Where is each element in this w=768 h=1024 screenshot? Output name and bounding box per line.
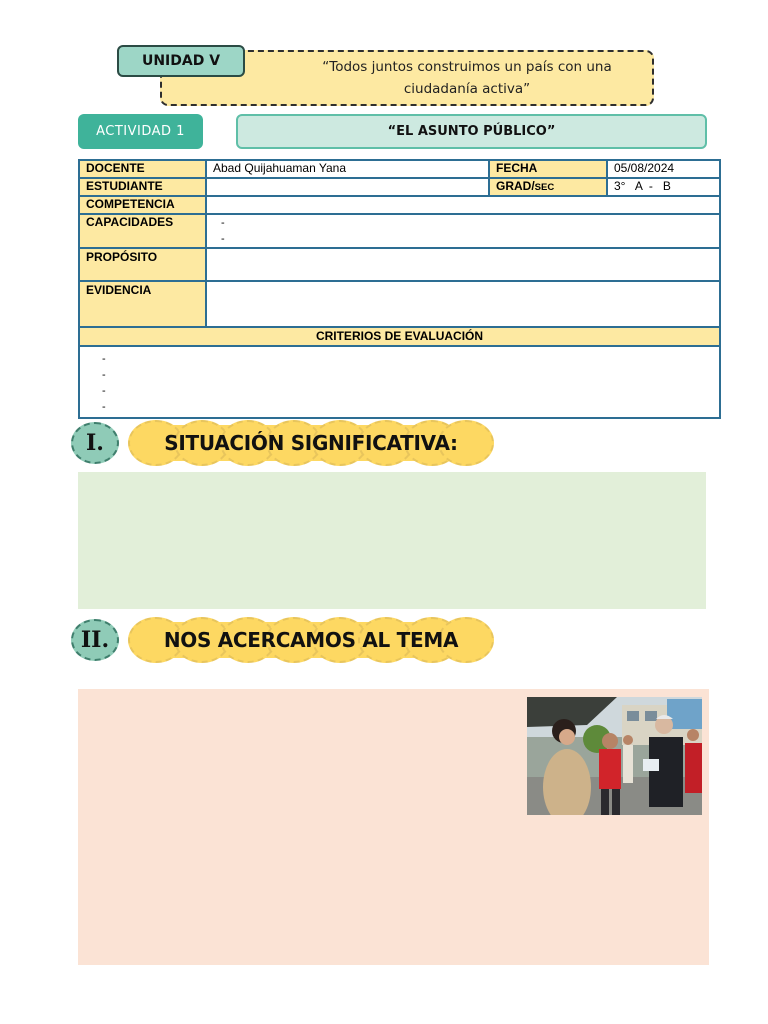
criterio-item: - [102,353,106,365]
fecha-label: FECHA [489,160,607,178]
section-title: SITUACIÓN SIGNIFICATIVA: [164,431,458,455]
activity-label: ACTIVIDAD 1 [96,124,185,139]
competencia-label: COMPETENCIA [79,196,206,214]
table-row [79,327,720,346]
estudiante-label: ESTUDIANTE [79,178,206,196]
docente-value[interactable]: Abad Quijahuaman Yana [206,160,489,178]
grado-label [489,178,607,196]
activity-info-table [78,159,721,419]
evidencia-label: EVIDENCIA [79,281,206,327]
docente-label: DOCENTE [79,160,206,178]
unit-quote-line-2: ciudadanía activa” [403,81,531,97]
section-number: II. [80,627,110,653]
grado-value[interactable]: 3° A - B [607,178,720,196]
activity-title: “EL ASUNTO PÚBLICO” [387,124,556,139]
section-title: NOS ACERCAMOS AL TEMA [163,628,459,652]
grado-label-small: SEC [534,182,555,193]
news-photo-image [527,697,702,815]
table-row [79,178,720,196]
criterios-heading: CRITERIOS DE EVALUACIÓN [79,327,720,346]
criterios-list[interactable] [79,346,720,418]
table-row [79,160,720,178]
section-number: I. [86,430,104,456]
unit-label: UNIDAD V [141,53,221,69]
table-row [79,281,720,327]
table-row [79,214,720,248]
proposito-value[interactable] [206,248,720,281]
fecha-value[interactable]: 05/08/2024 [607,160,720,178]
criterio-item: - [102,369,106,381]
activity-title-box [236,114,707,149]
evidencia-value[interactable] [206,281,720,327]
capacidad-item: - [221,217,225,229]
table-row [79,248,720,281]
criterio-item: - [102,401,106,413]
activity-badge [78,114,203,149]
capacidades-label: CAPACIDADES [79,214,206,248]
criterio-item: - [102,385,106,397]
section-number-circle [71,619,119,661]
estudiante-value[interactable] [206,178,489,196]
proposito-label: PROPÓSITO [79,248,206,281]
unit-badge [117,45,245,77]
grado-label-text: GRAD/ [496,179,535,193]
situacion-content-panel[interactable] [78,472,706,609]
unit-quote-line-1: “Todos juntos construimos un país con una [322,59,612,75]
section-heading-banner [128,417,494,469]
section-heading-banner [128,614,494,666]
capacidades-list[interactable] [206,214,720,248]
capacidad-item: - [221,233,225,245]
table-row [79,346,720,418]
competencia-value[interactable] [206,196,720,214]
section-number-circle [71,422,119,464]
table-row [79,196,720,214]
